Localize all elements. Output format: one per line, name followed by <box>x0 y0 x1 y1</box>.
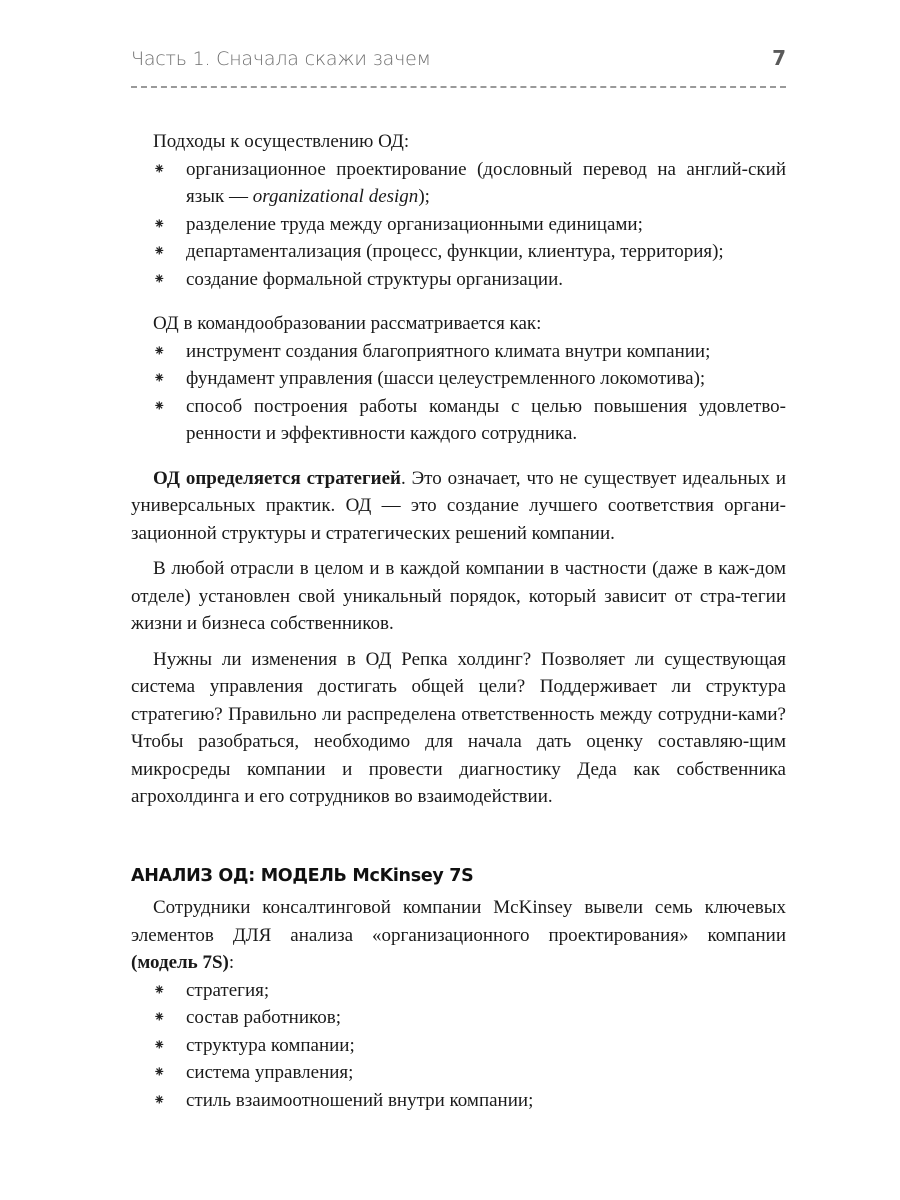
section3-intro: Сотрудники консалтинговой компании McKinsey вывели семь ключевых элементов ДЛЯ анализа «организационного проектирования» компании (модель 7S): <box>131 897 786 973</box>
bullet-icon: ⁕ <box>153 1063 166 1081</box>
italic-term: organizational design <box>252 186 419 207</box>
paragraph-questions: Нужны ли изменения в ОД Репка холдинг? Позволяет ли существующая система управления достигать общей цели? Поддерживает ли структура стратегию? Правильно ли распределена ответственность между сотрудни-ками? Чтобы разобраться, необходимо для начала дать оценку составляю-щим микросреды компании и провести диагностику Деда как собственника агрохолдинга и его сотрудников во взаимодействии. <box>131 648 786 807</box>
bold-lead: ОД определяется стратегией <box>153 467 401 489</box>
bullet-icon: ⁕ <box>153 269 166 288</box>
running-title: Часть 1. Сначала скажи зачем <box>131 48 431 70</box>
section1-intro: Подходы к осуществлению ОД: <box>153 131 410 152</box>
section2-list <box>131 338 786 448</box>
bullet-icon: ⁕ <box>153 396 166 415</box>
list-item: ⁕ система управления; <box>153 1059 786 1087</box>
list-item: ⁕ инструмент создания благоприятного климата внутри компании; <box>153 338 786 366</box>
list-item: ⁕ создание формальной структуры организации. <box>153 266 786 294</box>
list-item: ⁕ способ построения работы команды с целью повышения удовлетво-ренности и эффективности каждого сотрудника. <box>153 393 786 448</box>
list-item: ⁕ структура компании; <box>153 1032 786 1060</box>
section1-list <box>131 156 786 294</box>
bullet-icon: ⁕ <box>153 242 166 260</box>
list-item: ⁕ фундамент управления (шасси целеустремленного локомотива); <box>153 365 786 393</box>
section3-list <box>131 977 786 1115</box>
bullet-icon: ⁕ <box>153 159 166 178</box>
bullet-icon: ⁕ <box>153 1008 166 1026</box>
page-header <box>131 46 786 76</box>
bullet-icon: ⁕ <box>153 369 166 387</box>
section-heading: АНАЛИЗ ОД: МОДЕЛЬ McKinsey 7S <box>131 865 474 886</box>
list-item: ⁕ стиль взаимоотношений внутри компании; <box>153 1087 786 1115</box>
bullet-icon: ⁕ <box>153 214 166 233</box>
list-item: ⁕ разделение труда между организационными единицами; <box>153 211 786 239</box>
bold-model: (модель 7S) <box>131 952 229 973</box>
page-body <box>131 128 786 1114</box>
bullet-icon: ⁕ <box>153 1090 166 1109</box>
bullet-icon: ⁕ <box>153 980 166 999</box>
page-number: 7 <box>772 46 786 70</box>
list-item: ⁕ состав работников; <box>153 1004 786 1032</box>
list-item: ⁕ стратегия; <box>153 977 786 1005</box>
paragraph-industry: В любой отрасли в целом и в каждой компании в частности (даже в каж-дом отделе) установлен свой уникальный порядок, который зависит от стра-тегии жизни и бизнеса собственников. <box>131 558 786 634</box>
list-item: ⁕ организационное проектирование (дословный перевод на англий-ский язык — organizational design); <box>153 156 786 211</box>
bullet-icon: ⁕ <box>153 341 166 360</box>
list-item: ⁕ департаментализация (процесс, функции, клиентура, территория); <box>153 238 786 266</box>
header-divider <box>131 86 786 88</box>
paragraph-strategy: ОД определяется стратегией. Это означает, что не существует идеальных и универсальных практик. ОД — это создание лучшего соответствия органи-зационной структуры и стратегических решений компании. <box>131 467 787 544</box>
bullet-icon: ⁕ <box>153 1035 166 1054</box>
section2-intro: ОД в командообразовании рассматривается как: <box>153 313 542 334</box>
